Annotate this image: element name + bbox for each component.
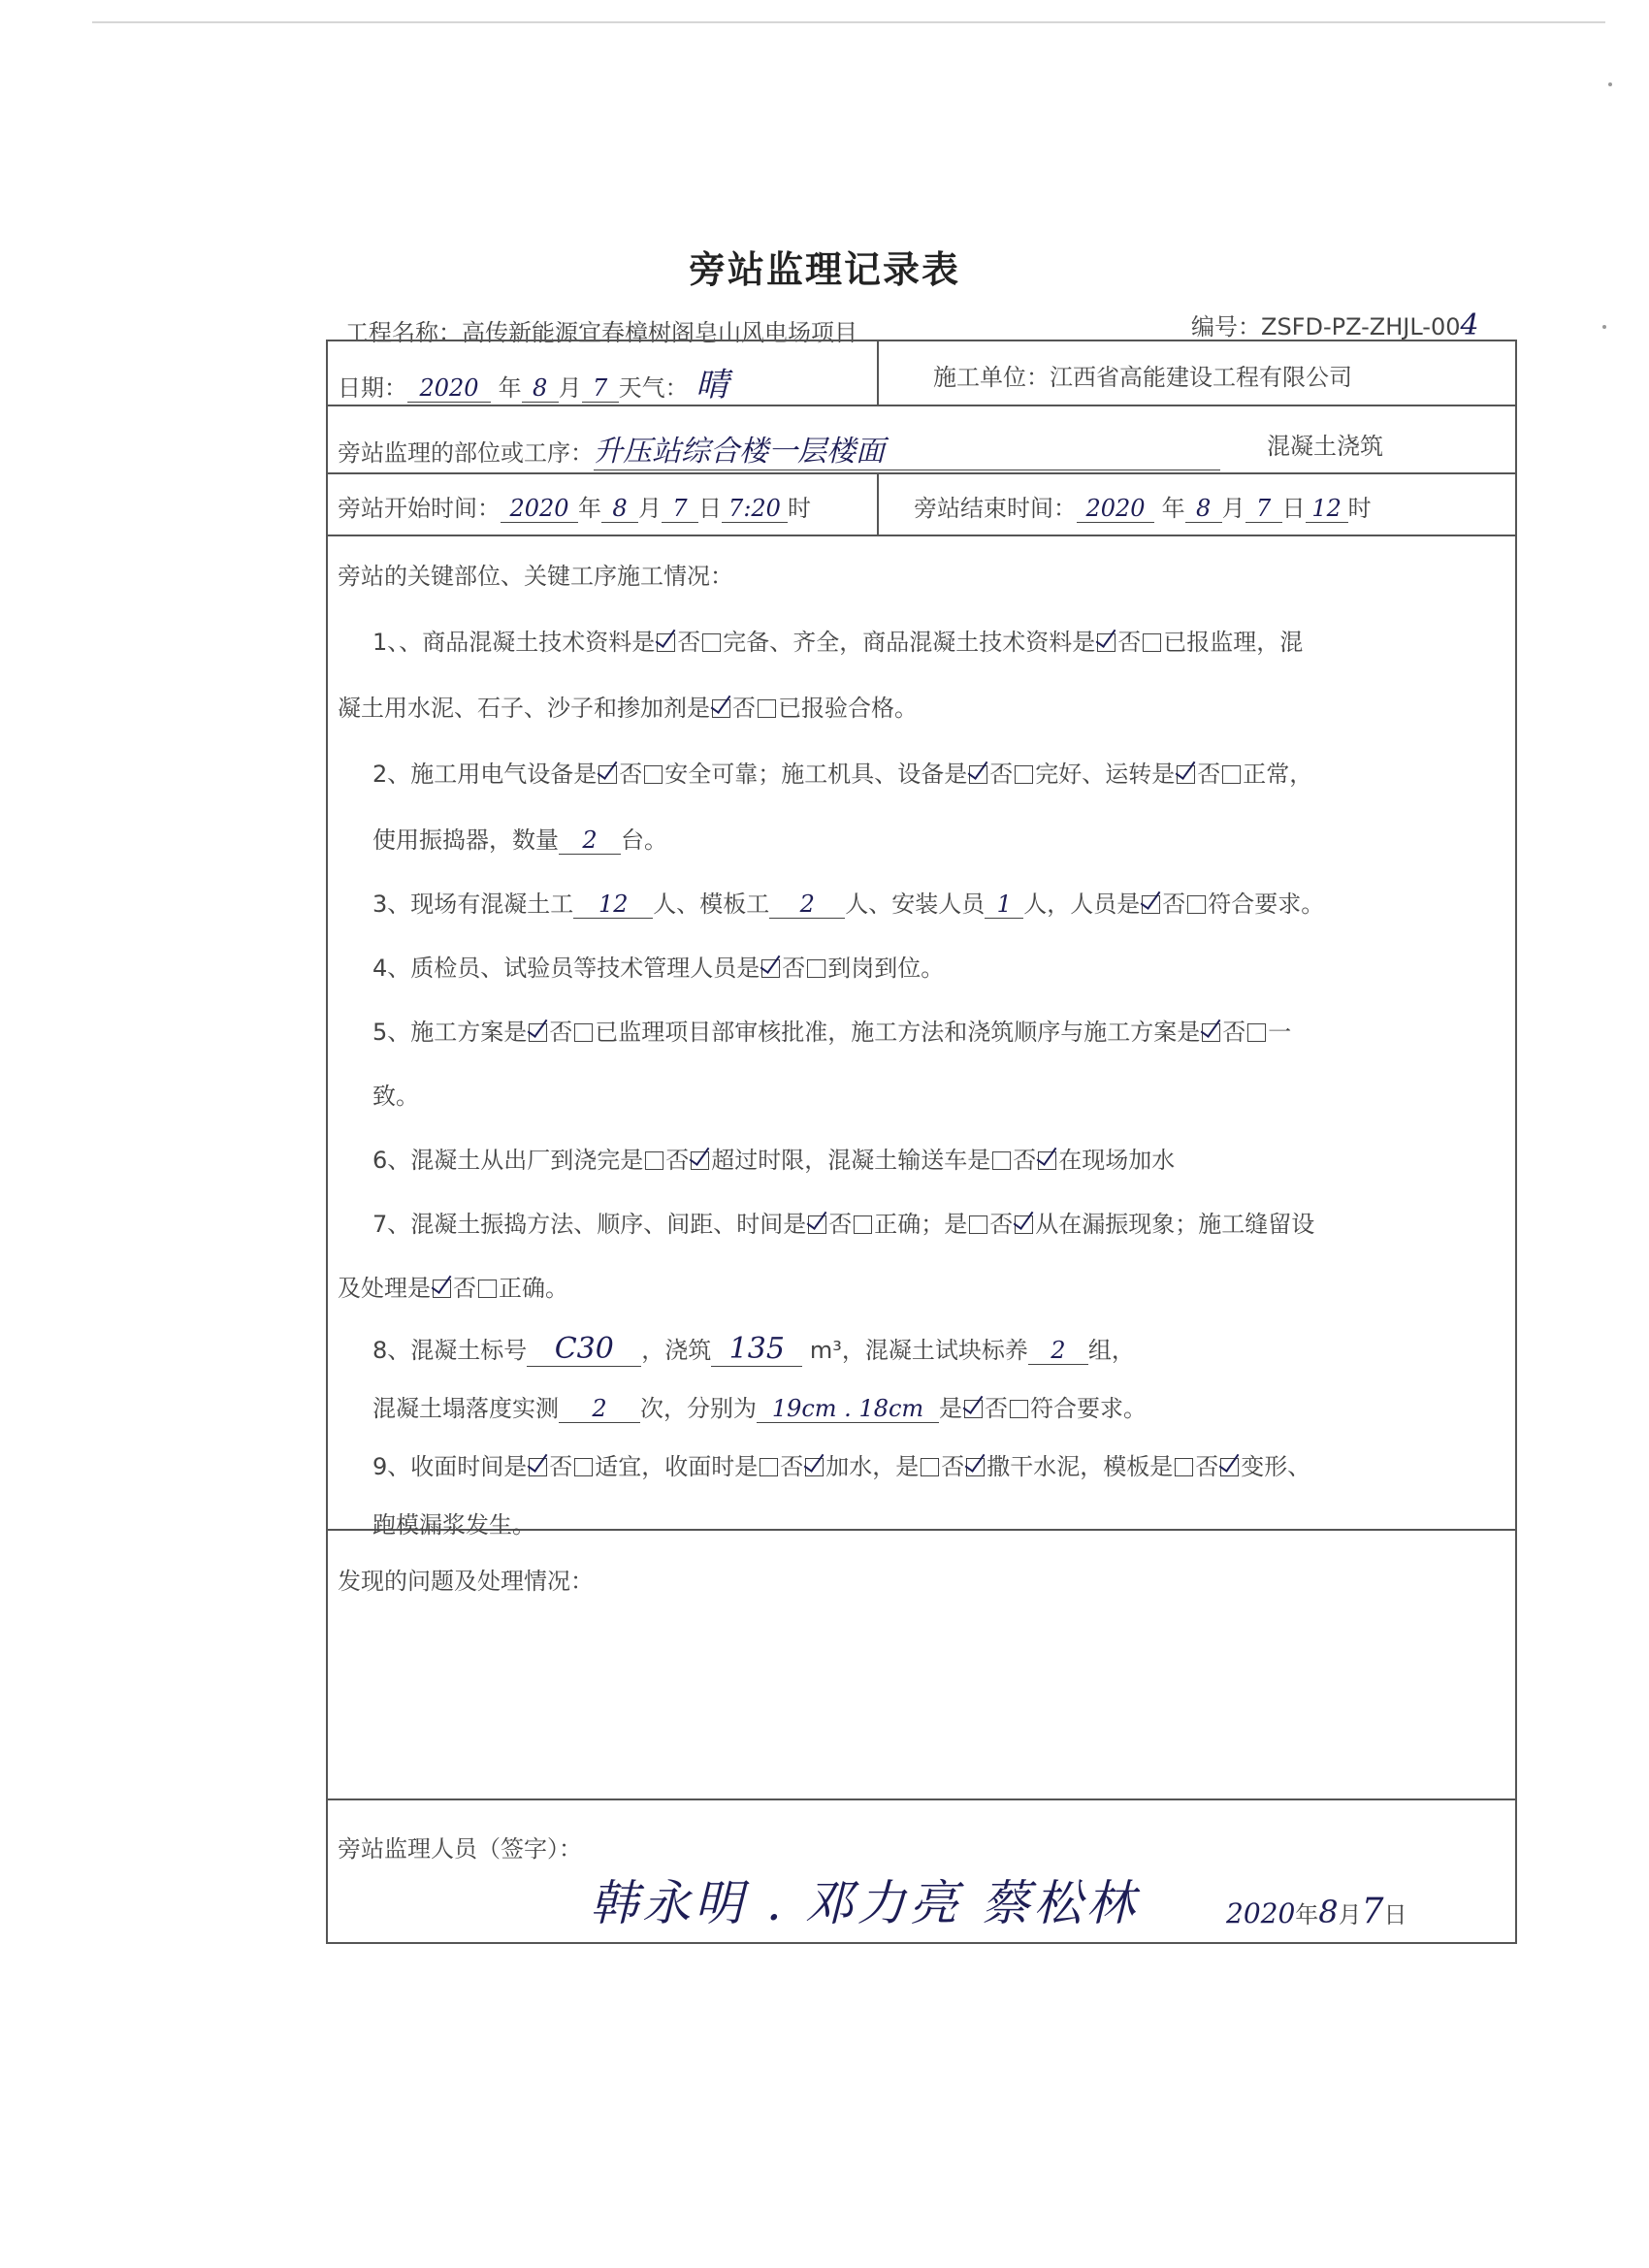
supervisor-signatures: 韩永明 . 邓力亮 蔡松林	[590, 1875, 1139, 1931]
checkbox-no[interactable]	[1015, 765, 1033, 784]
row-divider	[328, 472, 1515, 474]
checkbox-no[interactable]	[702, 633, 721, 652]
col-divider	[877, 341, 879, 405]
item-5-line-2: 致。	[372, 1083, 419, 1110]
item-2-line-1: 2、施工用电气设备是 否 安全可靠；施工机具、设备是 否 完好、运转是 否 正常，	[372, 761, 1313, 788]
checkbox-yes[interactable]	[808, 1215, 826, 1234]
checkbox-no[interactable]	[574, 1458, 593, 1476]
checkbox-yes[interactable]	[969, 765, 987, 784]
scan-speck	[1602, 325, 1606, 329]
row-divider	[328, 1798, 1515, 1800]
checkbox-no[interactable]	[805, 1458, 824, 1476]
part-suffix: 混凝土浇筑	[1267, 433, 1383, 460]
item-3: 3、现场有混凝土工 12 人、模板工 2 人、安装人员 1 人，人员是 否 符合要求。	[372, 891, 1325, 918]
checkbox-no[interactable]	[644, 765, 663, 784]
checkbox-no[interactable]	[1247, 1023, 1266, 1042]
checkbox-no[interactable]	[574, 1023, 593, 1042]
supervised-part: 旁站监理的部位或工序：升压站综合楼一层楼面	[338, 427, 1220, 470]
item-8-line-2: 混凝土塌落度实测 2 次，分别为 19cm . 18cm 是 否 符合要求。	[372, 1395, 1147, 1422]
checkbox-no[interactable]	[966, 1458, 985, 1476]
checkbox-no[interactable]	[758, 699, 776, 718]
checkbox-yes[interactable]	[969, 1215, 987, 1234]
scan-edge	[92, 21, 1605, 23]
checkbox-yes[interactable]	[657, 633, 675, 652]
checkbox-yes[interactable]	[529, 1458, 547, 1476]
checkbox-yes[interactable]	[760, 1458, 778, 1476]
item-6: 6、混凝土从出厂到浇完是 否 超过时限，混凝土输送车是 否 在现场加水	[372, 1147, 1176, 1174]
checkbox-no[interactable]	[478, 1280, 497, 1298]
section-title: 旁站的关键部位、关键工序施工情况：	[338, 563, 733, 590]
contractor: 施工单位：江西省高能建设工程有限公司	[933, 364, 1352, 391]
checkbox-yes[interactable]	[433, 1280, 451, 1298]
checkbox-yes[interactable]	[921, 1458, 939, 1476]
checkbox-yes[interactable]	[1097, 633, 1116, 652]
checkbox-no[interactable]	[691, 1151, 709, 1170]
item-7-line-2: 及处理是 否 正确。	[338, 1275, 568, 1302]
checkbox-yes[interactable]	[761, 959, 780, 978]
record-table	[326, 340, 1517, 1944]
item-1-line-2: 凝土用水泥、石子、沙子和掺加剂是 否 已报验合格。	[338, 695, 918, 722]
checkbox-no[interactable]	[854, 1215, 872, 1234]
checkbox-yes[interactable]	[598, 765, 617, 784]
checkbox-no[interactable]	[1220, 1458, 1239, 1476]
col-divider	[877, 472, 879, 535]
checkbox-yes[interactable]	[1175, 1458, 1193, 1476]
end-time: 旁站结束时间： 2020 年 8 月 7 日 12 时	[914, 495, 1372, 522]
form-title: 旁站监理记录表	[688, 248, 960, 291]
checkbox-yes[interactable]	[1202, 1023, 1220, 1042]
item-9-line-2: 跑模漏浆发生。	[372, 1511, 535, 1539]
item-2-line-2: 使用振捣器，数量 2 台。	[372, 826, 667, 854]
checkbox-no[interactable]	[1015, 1215, 1033, 1234]
problems-label: 发现的问题及处理情况：	[338, 1568, 594, 1595]
checkbox-yes[interactable]	[1177, 765, 1195, 784]
start-time: 旁站开始时间： 2020 年 8 月 7 日 7:20 时	[338, 495, 811, 522]
item-4: 4、质检员、试验员等技术管理人员是 否 到岗到位。	[372, 955, 945, 982]
item-9-line-1: 9、收面时间是 否 适宜，收面时是 否 加水，是 否 撒干水泥，模板是 否 变形、	[372, 1453, 1311, 1480]
project-name: 工程名称：高传新能源宜春樟树阁皂山风电场项目	[345, 319, 857, 346]
item-1-line-1: 1、、商品混凝土技术资料是 否 完备、齐全，商品混凝土技术资料是 否 已报监理，混	[372, 629, 1304, 656]
form-code: 编号：ZSFD-PZ-ZHJL-004	[1191, 308, 1479, 342]
sign-date: 2020年8月7日	[1226, 1892, 1407, 1931]
row-divider	[328, 535, 1515, 536]
scan-speck	[1608, 82, 1612, 86]
checkbox-no[interactable]	[1038, 1151, 1056, 1170]
item-8-line-1: 8、混凝土标号 C30 ，浇筑 135 m³，混凝土试块标养 2 组，	[372, 1332, 1135, 1366]
checkbox-yes[interactable]	[1142, 895, 1160, 914]
checkbox-yes[interactable]	[529, 1023, 547, 1042]
checkbox-no[interactable]	[807, 959, 825, 978]
date-row: 日期： 2020 年 8 月 7 天气： 晴	[338, 366, 729, 405]
checkbox-no[interactable]	[1222, 765, 1241, 784]
item-7-line-1: 7、混凝土振捣方法、顺序、间距、时间是 否 正确；是 否 从在漏振现象；施工缝留设	[372, 1211, 1315, 1238]
checkbox-yes[interactable]	[992, 1151, 1011, 1170]
checkbox-no[interactable]	[1143, 633, 1161, 652]
item-5-line-1: 5、施工方案是 否 已监理项目部审核批准，施工方法和浇筑顺序与施工方案是 否 一	[372, 1019, 1292, 1046]
checkbox-yes[interactable]	[712, 699, 730, 718]
signature-label: 旁站监理人员（签字）：	[338, 1835, 582, 1863]
checkbox-no[interactable]	[1187, 895, 1206, 914]
checkbox-no[interactable]	[1010, 1400, 1028, 1418]
checkbox-yes[interactable]	[645, 1151, 663, 1170]
checkbox-yes[interactable]	[964, 1400, 983, 1418]
